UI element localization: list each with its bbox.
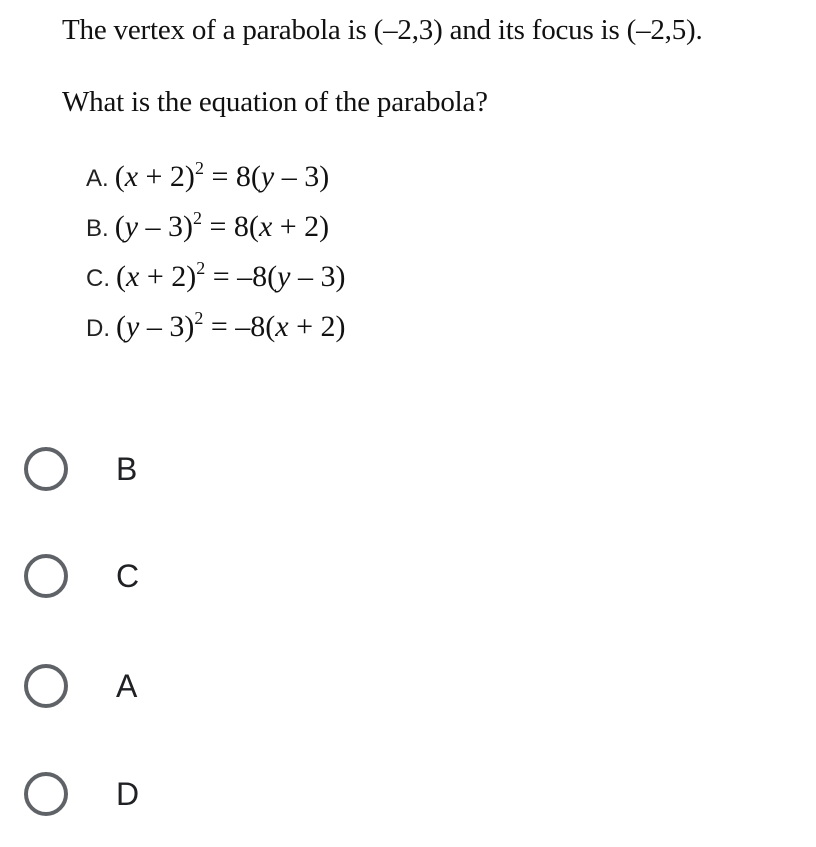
- choice-a: [86, 160, 346, 210]
- option-label: A: [116, 667, 138, 704]
- vertex-coordinates: (–2,3): [373, 14, 443, 46]
- option-b[interactable]: [24, 434, 324, 504]
- choice-b: [86, 210, 346, 260]
- choice-d: [86, 310, 346, 360]
- radio-button[interactable]: [24, 772, 68, 816]
- radio-button[interactable]: [24, 664, 68, 708]
- option-c[interactable]: [24, 541, 324, 611]
- option-label: B: [116, 450, 138, 487]
- choice-equation: $(x + 2)^2 = -8(y - 3)$: [116, 258, 346, 293]
- choice-equation: (y – 3)$^2$ = 8(x + 2): [114, 208, 330, 243]
- focus-coordinates: (–2,5): [626, 14, 696, 46]
- option-label: C: [116, 557, 140, 594]
- question-prompt: What is the equation of the parabola?: [62, 86, 488, 118]
- option-d[interactable]: [24, 759, 324, 829]
- choice-c: [86, 260, 346, 310]
- stem-period: .: [695, 14, 703, 46]
- choice-letter: C.: [86, 265, 110, 292]
- radio-button[interactable]: [24, 447, 68, 491]
- choice-equation: (y – 3)$^2$ = –8(x + 2): [116, 308, 346, 343]
- stem-text: The vertex of a parabola is: [62, 14, 374, 46]
- choice-letter: B.: [86, 215, 109, 242]
- choice-letter: D.: [86, 315, 110, 342]
- option-label: D: [116, 775, 140, 812]
- choice-letter: A.: [86, 165, 109, 192]
- question-stem-line: [62, 14, 703, 47]
- answer-choices-list: [86, 160, 346, 360]
- option-a[interactable]: [24, 651, 324, 721]
- choice-equation: $(x + 2)^2 = 8(y - 3)$: [114, 158, 330, 193]
- stem-text: and its focus is: [442, 14, 627, 46]
- radio-button[interactable]: [24, 554, 68, 598]
- question-image: [0, 0, 816, 360]
